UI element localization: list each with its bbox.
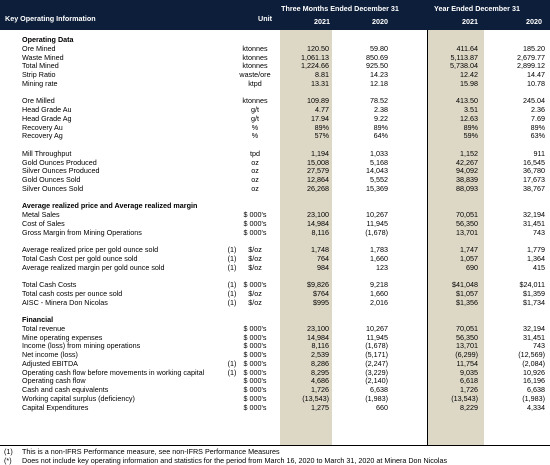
year-2021-value: 12.63 xyxy=(460,113,478,123)
row-label: Total Mined xyxy=(22,61,59,71)
row-label: Net income (loss) xyxy=(22,350,78,359)
year-2021-value: 1,726 xyxy=(460,385,478,394)
section-heading: Operating Data xyxy=(22,35,74,44)
year-2020-value: 16,545 xyxy=(523,157,545,167)
row-label: Strip Ratio xyxy=(22,70,56,79)
year-2020-value: 4,334 xyxy=(527,402,545,412)
row-label: Mine operating expenses xyxy=(22,332,103,342)
year-2020-value: 415 xyxy=(533,262,545,272)
quarter-2021-header: 2021 xyxy=(314,17,330,26)
quarter-2021-value: 15,008 xyxy=(307,157,329,167)
quarter-2020-value: 1,660 xyxy=(370,253,388,263)
year-2020-value: 2,679.77 xyxy=(517,52,545,62)
quarter-2021-value: 764 xyxy=(317,253,329,263)
row-unit: $/oz xyxy=(248,288,262,298)
quarter-2021-value: 8.81 xyxy=(315,70,329,79)
quarter-2020-value: (2,140) xyxy=(365,376,388,386)
quarter-2020-value: 78.52 xyxy=(370,96,388,106)
row-unit: oz xyxy=(251,157,259,167)
row-label: Silver Ounces Produced xyxy=(22,166,100,176)
row-unit: ktonnes xyxy=(242,43,268,53)
year-2020-value: 10,926 xyxy=(523,367,545,377)
quarter-2020-value: 10,267 xyxy=(366,323,388,333)
row-label: Cost of Sales xyxy=(22,218,65,228)
quarter-2021-value: 12,864 xyxy=(307,175,329,184)
year-section-divider xyxy=(427,30,428,445)
year-2020-value: 16,196 xyxy=(523,376,545,386)
year-2020-value: 36,780 xyxy=(523,166,545,176)
year-2020-value: 743 xyxy=(533,227,545,237)
row-label: Mining rate xyxy=(22,78,58,88)
unit-column-header: Unit xyxy=(258,14,272,23)
quarter-2021-value: 8,295 xyxy=(311,367,329,377)
row-label: Total revenue xyxy=(22,323,66,333)
quarter-2021-value: 23,100 xyxy=(307,210,329,219)
quarter-2021-value: $995 xyxy=(313,297,329,307)
row-label: Capital Expenditures xyxy=(22,402,89,412)
quarter-2020-value: 14,043 xyxy=(366,166,388,176)
row-unit: ktonnes xyxy=(242,96,268,106)
quarter-2021-value: 14,984 xyxy=(307,218,329,228)
row-note: (1) xyxy=(227,280,237,289)
footnote-text: This is a non-IFRS Performance measure, see non-IFRS Performance Measures xyxy=(22,447,280,456)
quarter-2021-value: 26,268 xyxy=(307,183,329,193)
table-title: Key Operating Information xyxy=(5,14,96,23)
quarter-2020-value: (5,171) xyxy=(365,350,388,359)
year-2020-header: 2020 xyxy=(526,17,542,26)
row-unit: $/oz xyxy=(248,245,262,254)
row-unit: g/t xyxy=(251,105,259,114)
year-2020-value: 743 xyxy=(533,341,545,351)
year-2020-value: $1,734 xyxy=(523,297,545,307)
quarter-2020-value: 2.38 xyxy=(374,105,388,114)
year-2021-value: 413.50 xyxy=(456,96,478,106)
row-unit: $ 000's xyxy=(243,350,267,359)
row-label: Total Cash Cost per gold ounce sold xyxy=(22,253,138,263)
row-unit: ktonnes xyxy=(242,52,268,62)
quarter-2020-value: 9.22 xyxy=(374,113,388,123)
year-2021-value: 1,057 xyxy=(460,253,478,263)
quarter-2021-value: 1,224.66 xyxy=(301,61,329,71)
year-2020-value: 31,451 xyxy=(523,332,545,342)
footnote-mark: (1) xyxy=(4,447,13,456)
quarter-2021-value: 1,194 xyxy=(311,148,329,158)
quarter-2021-value: 1,275 xyxy=(311,402,329,412)
quarter-2021-value: 8,286 xyxy=(311,358,329,368)
year-2021-value: 5,113.87 xyxy=(450,52,478,62)
quarter-2021-value: $764 xyxy=(313,288,329,298)
quarter-2020-value: (3,229) xyxy=(365,367,388,377)
quarter-2021-value: 27,579 xyxy=(307,166,329,176)
row-label: Average realized price per gold ounce sold xyxy=(22,245,159,254)
row-unit: $ 000's xyxy=(243,332,267,342)
quarter-2020-value: 14.23 xyxy=(370,70,388,79)
row-note: (1) xyxy=(227,358,237,368)
quarter-2020-value: 10,267 xyxy=(366,210,388,219)
row-label: Ore Milled xyxy=(22,96,55,106)
quarter-2021-value: 57% xyxy=(314,131,329,141)
year-2020-value: (12,569) xyxy=(518,350,545,359)
row-unit: $/oz xyxy=(248,262,262,272)
quarter-2020-value: 6,638 xyxy=(370,385,388,394)
row-label: Cash and cash equivalents xyxy=(22,385,109,394)
row-label: Mill Throughput xyxy=(22,148,72,158)
year-2021-value: 9,035 xyxy=(460,367,478,377)
year-2021-value: 6,618 xyxy=(460,376,478,386)
row-unit: oz xyxy=(251,183,259,193)
quarter-2020-value: 925.50 xyxy=(366,61,388,71)
row-label: Silver Ounces Sold xyxy=(22,183,84,193)
year-2020-value: 245.04 xyxy=(523,96,545,106)
year-2020-value: 14.47 xyxy=(527,70,545,79)
year-2021-value: 3.51 xyxy=(464,105,478,114)
row-unit: $ 000's xyxy=(243,358,267,368)
year-2021-value: 89% xyxy=(463,122,478,132)
year-2021-value: 8,229 xyxy=(460,402,478,412)
row-unit: g/t xyxy=(251,113,259,123)
quarter-2021-value: 8,116 xyxy=(311,227,329,237)
quarter-2020-value: (1,678) xyxy=(365,341,388,351)
quarter-2020-value: 89% xyxy=(373,122,388,132)
quarter-2020-value: 5,552 xyxy=(370,175,388,184)
year-2020-value: 89% xyxy=(530,122,545,132)
year-2021-value: 94,092 xyxy=(456,166,478,176)
quarter-2021-value: 2,539 xyxy=(311,350,329,359)
row-note: (1) xyxy=(227,297,237,307)
quarter-2020-value: 59.80 xyxy=(370,43,388,53)
quarter-2020-value: 12.18 xyxy=(370,78,388,88)
year-2021-value: 1,747 xyxy=(460,245,478,254)
quarter-2020-value: 1,033 xyxy=(370,148,388,158)
row-label: Total cash costs per ounce sold xyxy=(22,288,123,298)
year-2021-value: 690 xyxy=(466,262,478,272)
year-2020-value: 2.36 xyxy=(531,105,545,114)
row-unit: % xyxy=(251,122,259,132)
row-unit: % xyxy=(251,131,259,141)
year-2021-value: 70,051 xyxy=(456,210,478,219)
row-unit: oz xyxy=(251,166,259,176)
row-unit: $ 000's xyxy=(243,227,267,237)
row-unit: waste/ore xyxy=(239,70,271,79)
row-unit: ktpd xyxy=(248,78,262,88)
row-label: Gold Ounces Sold xyxy=(22,175,81,184)
row-unit: $ 000's xyxy=(243,323,267,333)
year-2020-value: 6,638 xyxy=(527,385,545,394)
row-unit: $ 000's xyxy=(243,367,267,377)
row-label: Adjusted EBITDA xyxy=(22,358,78,368)
row-label: Waste Mined xyxy=(22,52,64,62)
quarter-2020-value: 5,168 xyxy=(370,157,388,167)
row-label: Working capital surplus (deficiency) xyxy=(22,393,135,403)
quarter-2020-value: 2,016 xyxy=(370,297,388,307)
quarter-2021-value: 17.94 xyxy=(311,113,329,123)
quarter-2020-value: (1,983) xyxy=(365,393,388,403)
row-unit: $ 000's xyxy=(243,385,267,394)
year-2021-value: 56,350 xyxy=(456,218,478,228)
quarter-2021-value: $9,826 xyxy=(307,280,329,289)
quarter-2021-value: 109.89 xyxy=(307,96,329,106)
year-2021-value: 15.98 xyxy=(460,78,478,88)
year-2020-value: $1,359 xyxy=(523,288,545,298)
row-note: (1) xyxy=(227,245,237,254)
quarter-2021-value: 13.31 xyxy=(311,78,329,88)
year-2020-value: 32,194 xyxy=(523,210,545,219)
year-2021-value: 59% xyxy=(463,131,478,141)
quarter-2020-value: 64% xyxy=(373,131,388,141)
row-unit: $ 000's xyxy=(243,402,267,412)
year-2021-value: (6,299) xyxy=(455,350,478,359)
year-2021-value: $41,048 xyxy=(452,280,478,289)
quarter-2021-value: 4.77 xyxy=(315,105,329,114)
year-2021-value: 5,738.04 xyxy=(450,61,478,71)
footnote-text: Does not include key operating information and statistics for the period from March 16, 2020 to March 31, 2020 at Minera Don Nicolas xyxy=(22,455,448,465)
year-2020-value: 38,767 xyxy=(523,183,545,193)
year-2021-value: 13,701 xyxy=(456,341,478,351)
year-2020-value: (2,084) xyxy=(522,358,545,368)
row-label: Gross Margin from Mining Operations xyxy=(22,227,142,237)
year-2021-value: 38,839 xyxy=(456,175,478,184)
row-unit: $ 000's xyxy=(243,393,267,403)
quarter-2021-value: 8,116 xyxy=(311,341,329,351)
row-label: Head Grade Ag xyxy=(22,113,72,123)
row-unit: $/oz xyxy=(248,297,262,307)
year-2020-value: 32,194 xyxy=(523,323,545,333)
row-unit: tpd xyxy=(250,148,260,158)
year-2020-value: 2,899.12 xyxy=(517,61,545,71)
quarter-2020-value: 11,945 xyxy=(366,218,388,228)
year-2020-value: 7.69 xyxy=(531,113,545,123)
quarter-group-header: Three Months Ended December 31 xyxy=(281,4,399,13)
quarter-2021-value: 120.50 xyxy=(307,43,329,53)
row-unit: $ 000's xyxy=(243,376,267,386)
year-2021-value: (13,543) xyxy=(451,393,478,403)
quarter-2020-value: 15,369 xyxy=(366,183,388,193)
year-2021-value: 13,701 xyxy=(456,227,478,237)
year-2021-value: 12.42 xyxy=(460,70,478,79)
row-unit: $ 000's xyxy=(243,210,267,219)
row-label: Gold Ounces Produced xyxy=(22,157,97,167)
row-label: Ore Mined xyxy=(22,43,56,53)
quarter-2020-value: 850.69 xyxy=(366,52,388,62)
row-label: Operating cash flow xyxy=(22,376,86,386)
year-2020-value: $24,011 xyxy=(519,280,545,289)
row-note: (1) xyxy=(227,288,237,298)
row-note: (1) xyxy=(227,262,237,272)
row-unit: $ 000's xyxy=(243,218,267,228)
year-2020-value: 911 xyxy=(533,148,545,158)
quarter-2021-value: 1,726 xyxy=(311,385,329,394)
row-unit: $ 000's xyxy=(243,280,267,289)
quarter-2020-value: 1,783 xyxy=(370,245,388,254)
row-label: AISC - Minera Don Nicolas xyxy=(22,297,108,307)
quarter-2021-value: 14,984 xyxy=(307,332,329,342)
section-heading: Average realized price and Average realized margin xyxy=(22,201,198,211)
year-2020-value: (1,983) xyxy=(522,393,545,403)
row-unit: $ 000's xyxy=(243,341,267,351)
year-2021-value: 56,350 xyxy=(456,332,478,342)
year-2020-value: 1,364 xyxy=(527,253,545,263)
year-2021-value: 11,754 xyxy=(456,358,478,368)
year-2021-value: 411.64 xyxy=(456,43,478,53)
row-label: Average realized margin per gold ounce sold xyxy=(22,262,165,272)
quarter-2021-value: 984 xyxy=(317,262,329,272)
quarter-2021-value: 89% xyxy=(314,122,329,132)
row-note: (1) xyxy=(227,253,237,263)
year-2020-value: 1,779 xyxy=(527,245,545,254)
quarter-2020-header: 2020 xyxy=(372,17,388,26)
quarter-2021-value: 4,686 xyxy=(311,376,329,386)
row-label: Total Cash Costs xyxy=(22,280,77,289)
year-2020-value: 185.20 xyxy=(523,43,545,53)
row-label: Head Grade Au xyxy=(22,105,72,114)
row-label: Recovery Ag xyxy=(22,131,63,141)
year-2020-value: 31,451 xyxy=(523,218,545,228)
row-note: (1) xyxy=(227,367,237,377)
table-bottom-rule xyxy=(0,445,550,446)
footnote-mark: (*) xyxy=(4,455,12,465)
quarter-2021-value: (13,543) xyxy=(302,393,329,403)
quarter-2020-value: 660 xyxy=(376,402,388,412)
row-label: Operating cash flow before movements in working capital xyxy=(22,367,205,377)
year-2020-value: 63% xyxy=(530,131,545,141)
year-2020-value: 10.78 xyxy=(527,78,545,88)
quarter-2020-value: 11,945 xyxy=(366,332,388,342)
year-2021-header: 2021 xyxy=(462,17,478,26)
quarter-2021-value: 1,748 xyxy=(311,245,329,254)
year-2021-value: 42,267 xyxy=(456,157,478,167)
row-unit: oz xyxy=(251,175,259,184)
quarter-2021-value: 23,100 xyxy=(307,323,329,333)
quarter-2020-value: (1,678) xyxy=(365,227,388,237)
quarter-2020-value: 1,660 xyxy=(370,288,388,298)
quarter-2020-value: 123 xyxy=(376,262,388,272)
year-2021-value: 88,093 xyxy=(456,183,478,193)
year-2021-value: $1,356 xyxy=(456,297,478,307)
quarter-2020-value: 9,218 xyxy=(370,280,388,289)
quarter-2021-value: 1,061.13 xyxy=(301,52,329,62)
row-unit: $/oz xyxy=(248,253,262,263)
section-heading: Financial xyxy=(22,315,54,324)
year-2021-value: 1,152 xyxy=(460,148,478,158)
quarter-2020-value: (2,247) xyxy=(365,358,388,368)
year-2020-value: 17,673 xyxy=(523,175,545,184)
row-unit: ktonnes xyxy=(242,61,268,71)
row-label: Income (loss) from mining operations xyxy=(22,341,141,351)
year-2021-value: $1,057 xyxy=(456,288,478,298)
row-label: Metal Sales xyxy=(22,210,60,219)
year-2021-value: 70,051 xyxy=(456,323,478,333)
row-label: Recovery Au xyxy=(22,122,63,132)
year-group-header: Year Ended December 31 xyxy=(434,4,520,13)
